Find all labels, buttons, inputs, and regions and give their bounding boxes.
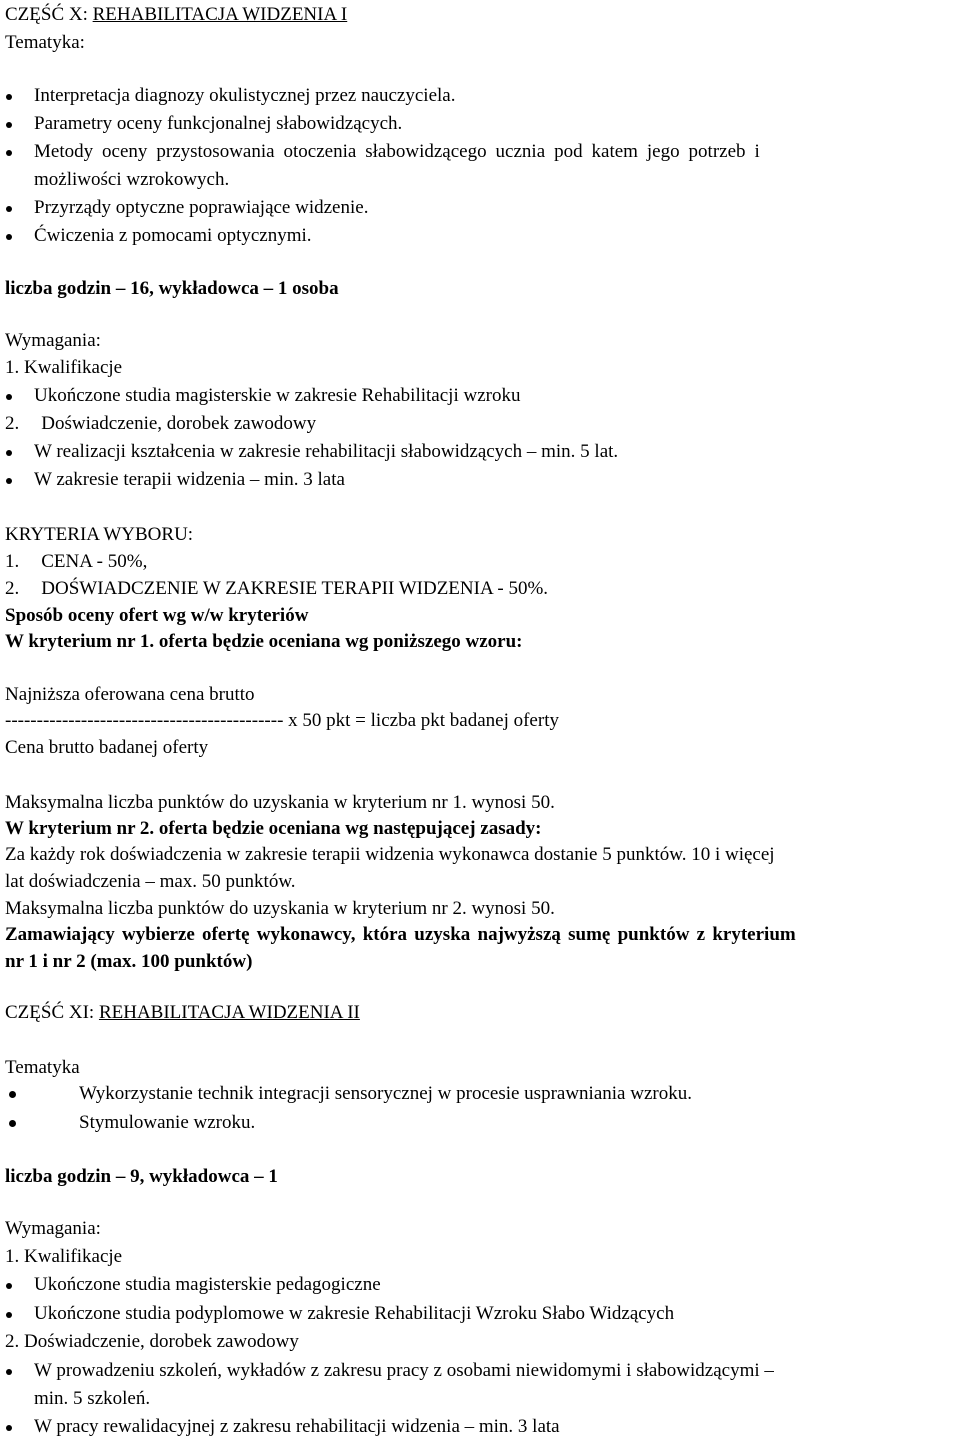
topic-item: Metody oceny przystosowania otoczenia słabowidzącego ucznia pod katem jego potrzeb i <box>34 141 760 162</box>
bullet-icon <box>6 206 12 212</box>
experience-label: Doświadczenie, dorobek zawodowy <box>41 413 317 434</box>
experience-number: 2. <box>5 413 20 434</box>
section-11-heading <box>5 1002 360 1024</box>
topic-item: Przyrządy optyczne poprawiające widzenie. <box>34 197 369 218</box>
bullet-icon <box>6 1312 12 1318</box>
bullet-icon <box>6 94 12 100</box>
section-10-title: REHABILITACJA WIDZENIA I <box>92 4 348 25</box>
bullet-icon <box>6 1283 12 1289</box>
section-10-requirements-label: Wymagania: <box>5 330 101 351</box>
criterion-number: 2. <box>5 578 20 599</box>
bullet-icon <box>6 122 12 128</box>
criterion-text: DOŚWIADCZENIE W ZAKRESIE TERAPII WIDZENIA - 50%. <box>41 578 549 599</box>
formula-numerator: Najniższa oferowana cena brutto <box>5 684 255 705</box>
criterion-2-max: Maksymalna liczba punktów do uzyskania w kryterium nr 2. wynosi 50. <box>5 898 555 919</box>
experience-item-continuation: min. 5 szkoleń. <box>34 1388 151 1409</box>
section-11-requirements-label: Wymagania: <box>5 1218 101 1239</box>
qualifications-label: Kwalifikacje <box>24 357 123 378</box>
bullet-icon <box>6 478 12 484</box>
bullet-icon <box>6 1369 12 1375</box>
evaluation-method-heading: Sposób oceny ofert wg w/w kryteriów <box>5 605 309 626</box>
experience-heading <box>5 413 316 435</box>
section-10-tematyka-label: Tematyka: <box>5 32 85 53</box>
criterion-2-heading: W kryterium nr 2. oferta będzie oceniana wg następującej zasady: <box>5 818 542 839</box>
experience-item: W realizacji kształcenia w zakresie rehabilitacji słabowidzących – min. 5 lat. <box>34 441 619 462</box>
section-11-title: REHABILITACJA WIDZENIA II <box>98 1002 360 1023</box>
qualification-item: Ukończone studia magisterskie pedagogiczne <box>34 1274 381 1295</box>
criterion-1-heading: W kryterium nr 1. oferta będzie oceniana wg poniższego wzoru: <box>5 631 523 652</box>
selection-summary: Zamawiający wybierze ofertę wykonawcy, która uzyska najwyższą sumę punktów z kryterium <box>5 924 796 945</box>
experience-item: W prowadzeniu szkoleń, wykładów z zakresu pracy z osobami niewidomymi i słabowidzącymi – <box>34 1360 774 1381</box>
topic-item: Interpretacja diagnozy okulistycznej przez nauczyciela. <box>34 85 456 106</box>
criterion-1-max: Maksymalna liczba punktów do uzyskania w kryterium nr 1. wynosi 50. <box>5 792 555 813</box>
criterion-text: CENA - 50%, <box>41 551 148 572</box>
experience-item: W pracy rewalidacyjnej z zakresu rehabilitacji widzenia – min. 3 lata <box>34 1416 560 1437</box>
criterion-item <box>5 578 548 600</box>
section-10-heading <box>5 4 347 26</box>
qualification-item: Ukończone studia magisterskie w zakresie Rehabilitacji wzroku <box>34 385 521 406</box>
criteria-heading: KRYTERIA WYBORU: <box>5 524 194 545</box>
topic-item: Parametry oceny funkcjonalnej słabowidzących. <box>34 113 403 134</box>
criterion-item <box>5 551 147 573</box>
experience-item: W zakresie terapii widzenia – min. 3 lata <box>34 469 345 490</box>
qualifications-heading: 1. Kwalifikacje <box>5 1246 123 1267</box>
topic-item-continuation: możliwości wzrokowych. <box>34 169 230 190</box>
section-11-hours: liczba godzin – 9, wykładowca – 1 <box>5 1166 278 1187</box>
criterion-2-rule-continuation: lat doświadczenia – max. 50 punktów. <box>5 871 296 892</box>
bullet-icon <box>6 450 12 456</box>
qualifications-number: 1. <box>5 357 20 378</box>
formula-line: -------------------------------------------- x 50 pkt = liczba pkt badanej oferty <box>5 710 559 731</box>
qualification-item: Ukończone studia podyplomowe w zakresie Rehabilitacji Wzroku Słabo Widzących <box>34 1303 675 1324</box>
bullet-icon <box>6 394 12 400</box>
topic-item: Stymulowanie wzroku. <box>79 1112 256 1133</box>
bullet-icon <box>6 150 12 156</box>
criterion-number: 1. <box>5 551 20 572</box>
section-11-tematyka-label: Tematyka <box>5 1057 80 1078</box>
selection-summary-continuation: nr 1 i nr 2 (max. 100 punktów) <box>5 951 253 972</box>
section-10-prefix: CZĘŚĆ X: <box>5 4 93 25</box>
formula-denominator: Cena brutto badanej oferty <box>5 737 209 758</box>
bullet-icon <box>6 234 12 240</box>
bullet-icon <box>9 1120 16 1127</box>
section-10-hours: liczba godzin – 16, wykładowca – 1 osoba <box>5 278 339 299</box>
topic-item: Wykorzystanie technik integracji sensorycznej w procesie usprawniania wzroku. <box>79 1083 692 1104</box>
experience-heading: 2. Doświadczenie, dorobek zawodowy <box>5 1331 299 1352</box>
bullet-icon <box>6 1425 12 1431</box>
section-11-prefix: CZĘŚĆ XI: <box>5 1002 99 1023</box>
topic-item: Ćwiczenia z pomocami optycznymi. <box>34 225 312 246</box>
qualifications-heading <box>5 357 122 379</box>
criterion-2-rule: Za każdy rok doświadczenia w zakresie terapii widzenia wykonawca dostanie 5 punktów. 10 i więcej <box>5 844 775 865</box>
bullet-icon <box>9 1091 16 1098</box>
